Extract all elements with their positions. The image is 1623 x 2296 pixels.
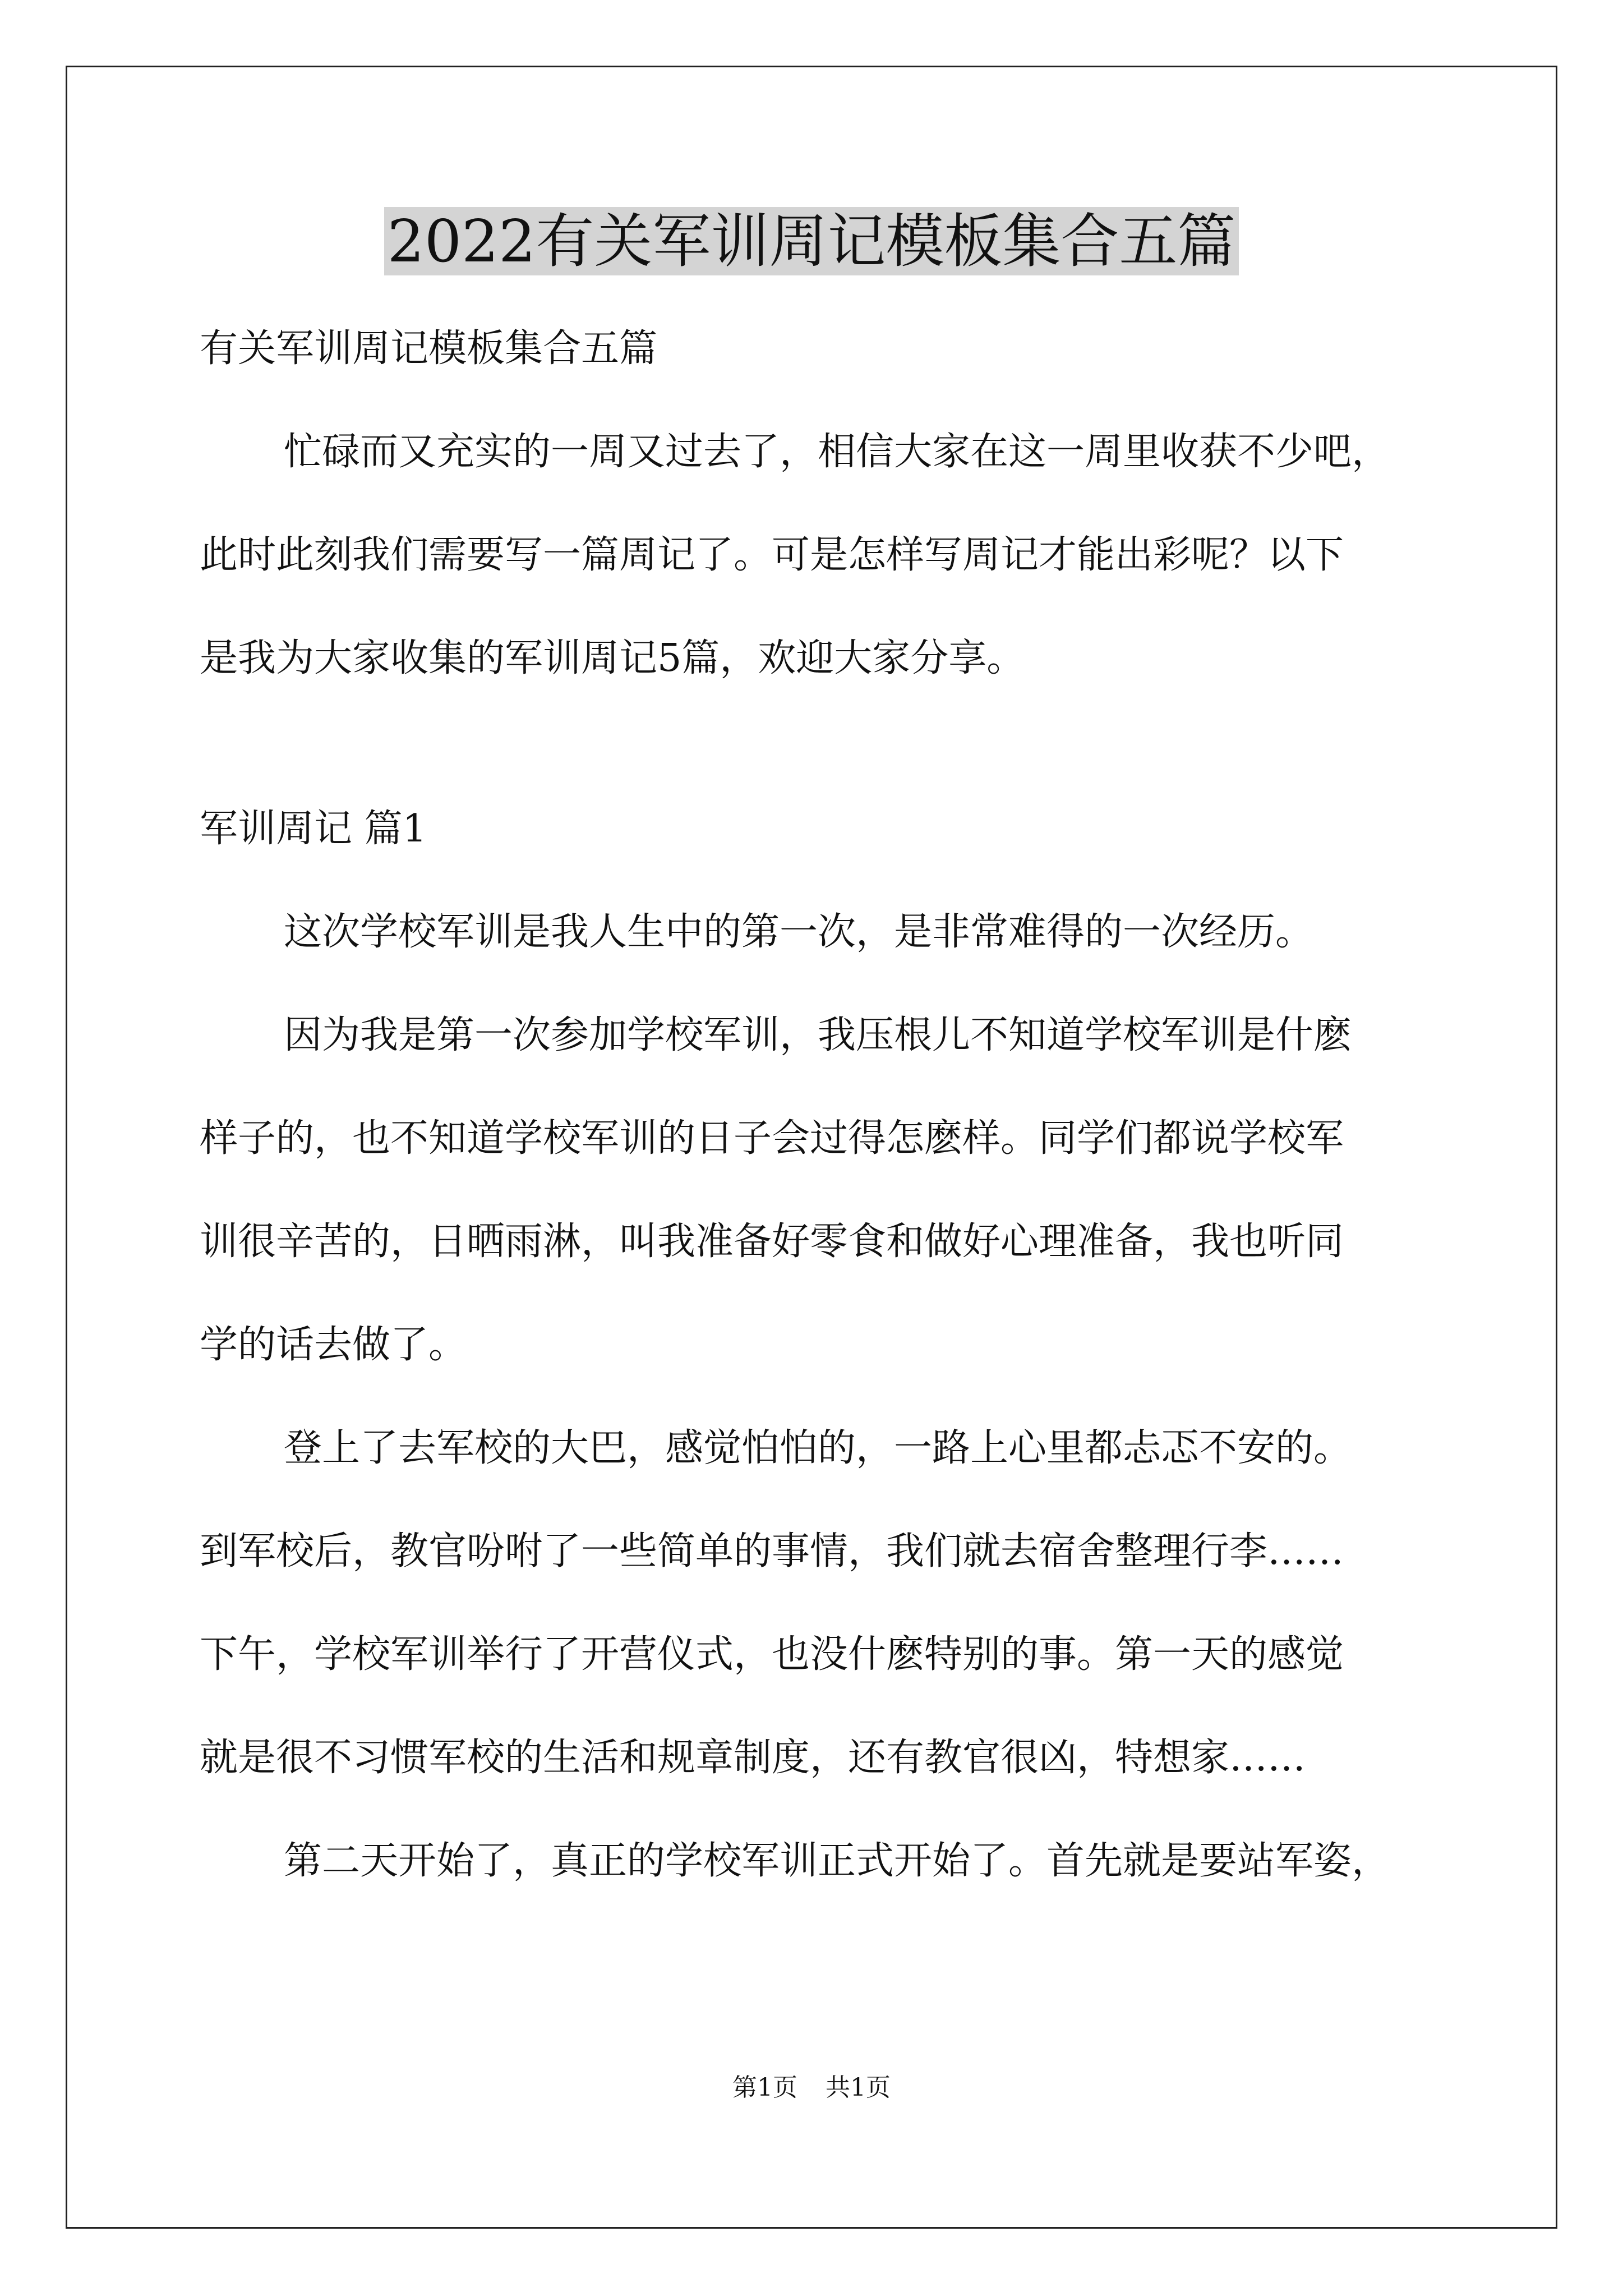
intro-line-1: 忙碌而又充实的一周又过去了，相信大家在这一周里收获不少吧， xyxy=(284,430,1390,474)
document-title xyxy=(0,202,1623,280)
page-footer xyxy=(0,2071,1623,2105)
body-line-4: 训很辛苦的，日晒雨淋，叫我准备好零食和做好心理准备，我也听同 xyxy=(200,1220,1344,1264)
page-total: 共1页 xyxy=(826,2073,891,2102)
body-line-2: 因为我是第一次参加学校军训，我压根儿不知道学校军训是什麽 xyxy=(284,1013,1352,1057)
section-heading: 军训周记 篇1 xyxy=(200,807,427,851)
body-line-3: 样子的，也不知道学校军训的日子会过得怎麽样。同学们都说学校军 xyxy=(200,1116,1344,1161)
body-line-5: 学的话去做了。 xyxy=(200,1323,467,1367)
page-number: 第1页 xyxy=(732,2073,797,2102)
body-line-9: 就是很不习惯军校的生活和规章制度，还有教官很凶，特想家…… xyxy=(200,1736,1306,1780)
body-line-1: 这次学校军训是我人生中的第一次，是非常难得的一次经历。 xyxy=(284,910,1314,954)
body-line-8: 下午，学校军训举行了开营仪式，也没什麽特别的事。第一天的感觉 xyxy=(200,1632,1344,1677)
body-line-7: 到军校后，教官吩咐了一些简单的事情，我们就去宿舍整理行李…… xyxy=(200,1529,1344,1573)
document-title-text: 2022有关军训周记模板集合五篇 xyxy=(384,207,1239,275)
document-body xyxy=(200,297,1450,1913)
body-line-10: 第二天开始了，真正的学校军训正式开始了。首先就是要站军姿， xyxy=(284,1839,1390,1883)
section-spacer xyxy=(200,710,1450,777)
document-subtitle: 有关军训周记模板集合五篇 xyxy=(200,326,658,371)
intro-line-2: 此时此刻我们需要写一篇周记了。可是怎样写周记才能出彩呢？以下 xyxy=(200,533,1344,577)
intro-line-3: 是我为大家收集的军训周记5篇，欢迎大家分享。 xyxy=(200,636,1025,680)
body-line-6: 登上了去军校的大巴，感觉怕怕的，一路上心里都忐忑不安的。 xyxy=(284,1426,1352,1470)
